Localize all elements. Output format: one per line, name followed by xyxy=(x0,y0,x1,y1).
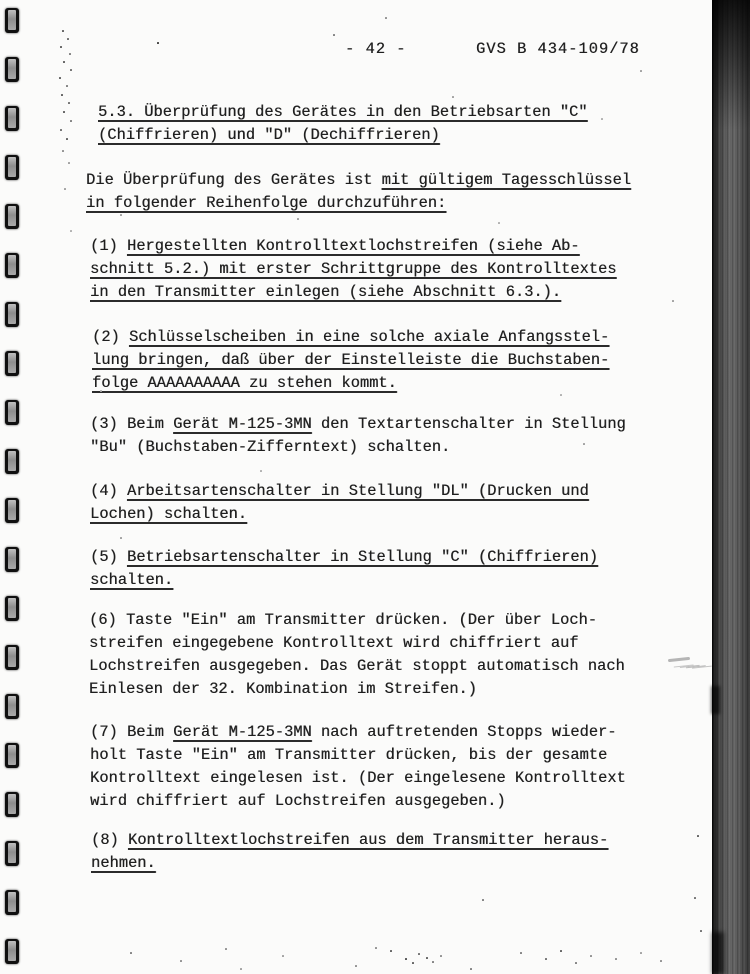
text-segment: streifen eingegebene Kontrolltext wird chiffriert auf xyxy=(89,634,579,652)
text-line xyxy=(90,546,676,569)
scan-noise xyxy=(0,0,2,2)
text-line xyxy=(98,124,676,147)
underlined-text: 5.3. Überprüfung des Gerätes in den Betriebsarten "C" xyxy=(98,103,588,121)
binding-hole xyxy=(5,106,19,131)
binding-hole xyxy=(5,8,19,33)
text-segment: (7) Beim xyxy=(90,723,174,741)
text-line xyxy=(90,258,676,281)
text-line xyxy=(89,678,676,701)
text-segment: wird chiffriert auf Lochstreifen ausgegeben.) xyxy=(90,792,506,810)
binding-hole xyxy=(5,498,19,523)
text-line xyxy=(90,767,676,790)
text-segment: "Bu" (Buchstaben-Zifferntext) schalten. xyxy=(90,438,451,456)
text-segment: Einlesen der 32. Kombination im Streifen.) xyxy=(89,680,477,698)
binding-hole xyxy=(5,547,19,572)
step-4 xyxy=(90,480,676,526)
underlined-text: Gerät M-125-3MN xyxy=(173,723,312,741)
text-line xyxy=(90,413,676,436)
text-line xyxy=(90,569,676,592)
underlined-text: in den Transmitter einlegen (siehe Abschnitt 6.3.). xyxy=(90,283,562,301)
text-line xyxy=(90,744,676,767)
text-segment: (5) xyxy=(90,548,127,566)
text-line xyxy=(90,480,676,503)
underlined-text: Arbeitsartenschalter in Stellung "DL" (Drucken und xyxy=(126,482,589,500)
text-segment: holt Taste "Ein" am Transmitter drücken, bis der gesamte xyxy=(90,746,608,764)
text-line xyxy=(98,101,676,124)
underlined-text: Betriebsartenschalter in Stellung "C" (Chiffrieren) xyxy=(126,548,598,566)
underlined-text: nehmen. xyxy=(91,854,156,872)
text-segment: (8) xyxy=(91,831,128,849)
text-segment: nach auftretenden Stopps wieder- xyxy=(311,723,617,741)
text-line xyxy=(89,609,676,632)
binding-hole xyxy=(5,155,19,180)
text-segment: (1) xyxy=(90,237,127,255)
step-6 xyxy=(89,609,676,701)
step-1 xyxy=(90,235,676,304)
text-line xyxy=(90,281,676,304)
binding-hole xyxy=(5,890,19,915)
text-line xyxy=(90,235,676,258)
underlined-text: Kontrolltextlochstreifen aus dem Transmitter heraus- xyxy=(127,831,609,849)
binding-hole xyxy=(5,645,19,670)
binding-hole xyxy=(5,204,19,229)
underlined-text: folge AAAAAAAAAA zu stehen kommt. xyxy=(92,374,397,392)
step-7 xyxy=(90,721,676,813)
underlined-text: schalten. xyxy=(90,571,174,589)
text-line xyxy=(86,169,676,192)
text-segment: (2) xyxy=(92,328,129,346)
text-line xyxy=(92,349,676,372)
step-2 xyxy=(92,326,676,395)
underlined-text: lung bringen, daß über der Einstelleiste die Buchstaben- xyxy=(92,351,610,369)
text-segment: den Textartenschalter in Stellung xyxy=(311,415,626,433)
text-segment: (6) Taste "Ein" am Transmitter drücken. (Der über Loch- xyxy=(89,611,597,629)
binding-hole xyxy=(5,841,19,866)
text-line xyxy=(90,503,676,526)
text-segment: (3) Beim xyxy=(90,415,174,433)
underlined-text: schnitt 5.2.) mit erster Schrittgruppe des Kontrolltextes xyxy=(90,260,617,278)
document-body xyxy=(86,101,676,875)
text-line xyxy=(90,790,676,813)
text-line xyxy=(89,632,676,655)
underlined-text: (Chiffrieren) und "D" (Dechiffrieren) xyxy=(98,126,440,144)
underlined-text: Hergestellten Kontrolltextlochstreifen (siehe Ab- xyxy=(126,237,580,255)
document-reference: GVS B 434-109/78 xyxy=(476,40,640,58)
step-8 xyxy=(91,829,676,875)
binding-hole xyxy=(5,939,19,964)
binding-hole xyxy=(5,449,19,474)
text-line xyxy=(92,326,676,349)
text-segment: Die Überprüfung des Gerätes ist xyxy=(86,171,382,189)
page-number: - 42 - xyxy=(345,40,407,58)
text-line xyxy=(91,852,676,875)
underlined-text: in folgender Reihenfolge durchzuführen: xyxy=(86,194,447,212)
binding-hole xyxy=(5,57,19,82)
binding-hole xyxy=(5,302,19,327)
binding-hole xyxy=(5,253,19,278)
intro-paragraph xyxy=(86,169,676,215)
step-5 xyxy=(90,546,676,592)
underlined-text: Lochen) schalten. xyxy=(90,505,248,523)
text-line xyxy=(90,721,676,744)
text-line xyxy=(86,192,676,215)
text-line xyxy=(89,655,676,678)
section-heading xyxy=(98,101,676,147)
binding-hole xyxy=(5,694,19,719)
underlined-text: Schlüsselscheiben in eine solche axiale Anfangsstel- xyxy=(128,328,610,346)
text-segment: Lochstreifen ausgegeben. Das Gerät stoppt automatisch nach xyxy=(89,657,625,675)
text-line xyxy=(90,436,676,459)
step-3 xyxy=(90,413,676,459)
scan-edge-shadow xyxy=(712,0,750,974)
binding-hole xyxy=(5,743,19,768)
text-segment: Kontrolltext eingelesen ist. (Der eingelesene Kontrolltext xyxy=(90,769,626,787)
text-line xyxy=(91,829,676,852)
binding-hole xyxy=(5,596,19,621)
text-segment: (4) xyxy=(90,482,127,500)
underlined-text: mit gültigem Tagesschlüssel xyxy=(381,171,631,189)
binding-hole xyxy=(5,400,19,425)
underlined-text: Gerät M-125-3MN xyxy=(173,415,312,433)
binding-hole xyxy=(5,351,19,376)
text-line xyxy=(92,372,676,395)
binding-hole xyxy=(5,792,19,817)
